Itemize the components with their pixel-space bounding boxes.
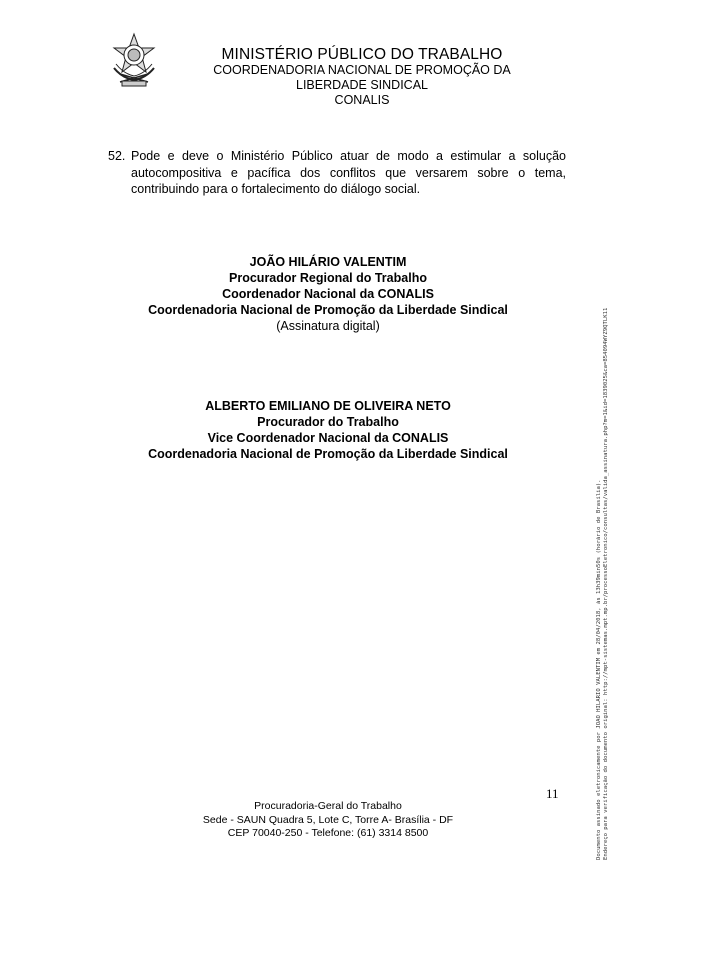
digital-signature-stamp [596,240,610,860]
ministry-title: MINISTÉRIO PÚBLICO DO TRABALHO [221,46,503,63]
signer-role: Procurador Regional do Trabalho [229,271,427,285]
signer-name: JOÃO HILÁRIO VALENTIM [249,255,407,269]
coordination-line-2: LIBERDADE SINDICAL [296,78,428,92]
document-footer [150,800,506,841]
signature-block-2 [108,398,548,462]
page-number: 11 [546,786,559,801]
coordination-acronym: CONALIS [334,93,390,107]
signer-role: Coordenadoria Nacional de Promoção da Liberdade Sindical [148,447,508,461]
paragraph-number: 52. [108,149,126,163]
signer-role: Procurador do Trabalho [257,415,399,429]
signer-name: ALBERTO EMILIANO DE OLIVEIRA NETO [205,399,451,413]
paragraph-text: Pode e deve o Ministério Público atuar de modo a estimular a solução autocompositiva e pacífica dos conflitos que versarem sobre o tema, contribuindo para o fortalecimento do diálogo social. [131,149,566,196]
stamp-line-2: Endereço para verificação do documento original: http://mpt-sistemas.mpt.mp.br/processoEletronico/consultas/valida_assinatura.php?m=1&id=1839025&ca=854094WYZ9QTLK11 [603,307,609,860]
coordination-line-1: COORDENADORIA NACIONAL DE PROMOÇÃO DA [213,63,511,77]
footer-line-2: Sede - SAUN Quadra 5, Lote C, Torre A- Brasília - DF [202,813,454,826]
stamp-line-1: Documento assinado eletronicamente por JOÃO HILÁRIO VALENTIM em 28/04/2018, às 13h39min50s (horário de Brasília). [596,479,602,860]
document-header [150,46,574,108]
signer-role: Vice Coordenador Nacional da CONALIS [207,431,449,445]
signature-note: (Assinatura digital) [276,319,380,333]
footer-line-3: CEP 70040-250 - Telefone: (61) 3314 8500 [227,827,429,839]
signer-role: Coordenador Nacional da CONALIS [222,287,434,301]
signature-block-1 [108,254,548,334]
numbered-paragraph [108,148,566,198]
footer-line-1: Procuradoria-Geral do Trabalho [254,800,402,812]
signer-role: Coordenadoria Nacional de Promoção da Liberdade Sindical [148,303,508,317]
